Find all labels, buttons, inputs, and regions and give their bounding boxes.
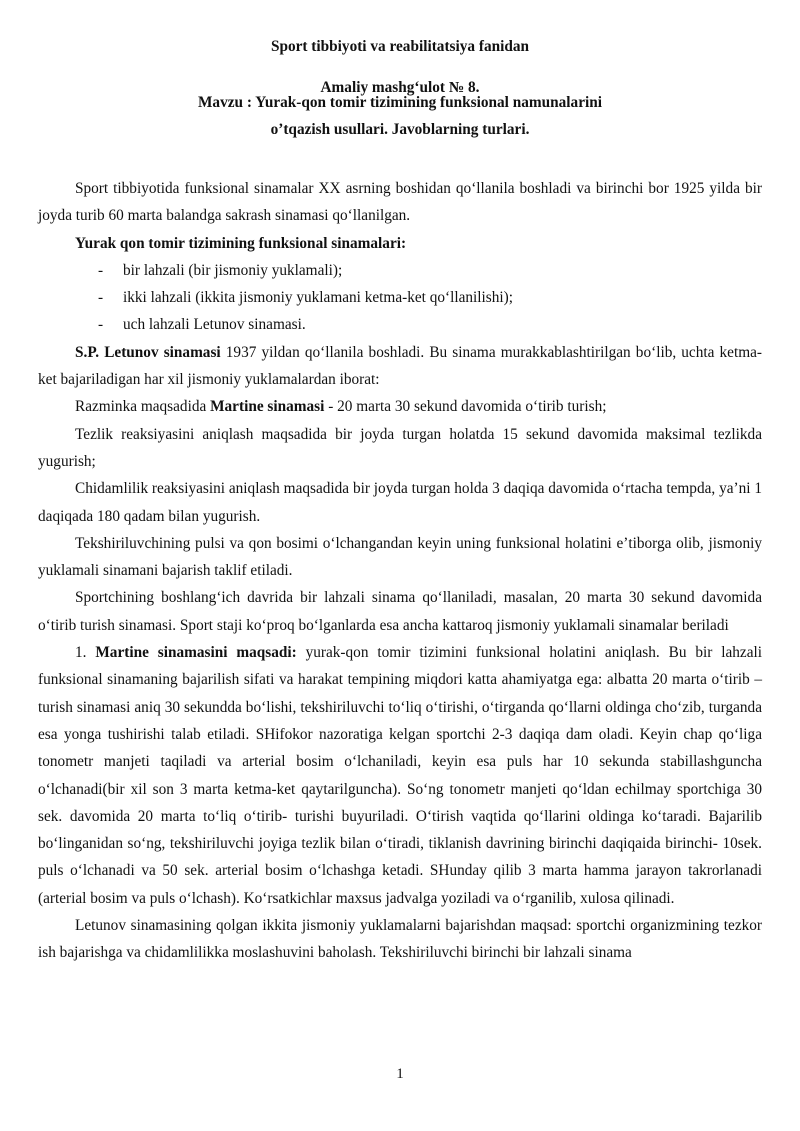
bullet-dash: - — [98, 289, 104, 307]
paragraph-endurance: Chidamlilik reaksiyasini aniqlash maqsadida bir joyda turgan holda 3 daqiqa davomida oʻrtacha tempda, yaʼni 1 daqiqada 180 qadam bilan yugurish. — [38, 480, 762, 525]
bold-term: Martine sinamasi — [210, 398, 325, 416]
paragraph-letunov-goal: Letunov sinamasining qolgan ikkita jismoniy yuklamalarni bajarishdan maqsad: sportchi organizmining tezkor ish bajarishga va chidamlilikka moslashuvini baholash. Tekshiriluvchi birinchi bir lahzali sinama — [38, 917, 762, 962]
paragraph-text: yurak-qon tomir tizimini funksional holatini aniqlash. Bu bir lahzali funksional sinamaning bajarilish sifati va harakat tempining miqdori katta ahamiyatga ega: albatta 20 marta oʻtirib – turish sinamasi aniq 30 sekundda boʻlishi, tekshiriluvchi toʻliq oʻtirishi, oʻtirganda qoʻllarni oldinga choʻzib, turganda esa yonga tushirishi talab etiladi. SHifokor nazoratiga kelgan sportchi 2-3 daqiqa dam oladi. Keyin chap qoʻliga tonometr manjeti taqiladi va arterial bosim oʻlchaniladi, keyin esa puls har 10 sekunda stabillashguncha oʻlchanadi(bir xil son 3 marta ketma-ket qaytarilguncha). Soʻng tonometr manjeti qoʻldan echilmay sportchiga 30 sek. davomida 20 marta toʻliq oʻtirib- turishi buyuriladi. Oʻtirish vaqtida qoʻllarini oldinga koʻtaradi. Bajarilib boʻlinganidan soʻng, tekshiriluvchi joyiga tezlik bilan oʻtiradi, tiklanish davrining birinchi daqiqaida birinchi- 10sek. puls oʻlchanadi va 50 sek. arterial bosim oʻlchashga ketadi. SHunday qilib 3 marta hamma jarayon takrorlanadi (arterial bosim va puls oʻlchash). Koʻrsatkichlar maxsus jadvalga yoziladi va oʻrganilib, xulosa qilinadi. — [38, 644, 762, 907]
list-item — [38, 284, 762, 311]
paragraph-beginner: Sportchining boshlangʻich davrida bir lahzali sinama qoʻllaniladi, masalan, 20 marta 30 sekund davomida oʻtirib turish sinamasi. Sport staji koʻproq boʻlganlarda esa ancha kattaroq jismoniy yuklamali sinamalar beriladi — [38, 589, 762, 634]
topic-line-1: Mavzu : Yurak-qon tomir tizimining funksional namunalarini — [197, 94, 603, 111]
paragraph-text: - 20 marta 30 sekund davomida oʻtirib turish; — [324, 398, 607, 416]
bold-heading: Yurak qon tomir tizimining funksional sinamalari: — [75, 234, 407, 252]
paragraph-martine — [38, 639, 762, 912]
topic-line-2: oʼtqazish usullari. Javoblarning turlari. — [270, 121, 530, 138]
lesson-number: Amaliy mashgʻulot № 8. — [320, 79, 480, 96]
bullet-dash: - — [98, 261, 104, 279]
paragraph-heading — [38, 230, 762, 257]
bullet-dash: - — [98, 316, 104, 334]
list-item-text: ikki lahzali (ikkita jismoniy yuklamani ketma-ket qoʻllanilishi); — [123, 289, 513, 307]
paragraph-intro: Sport tibbiyotida funksional sinamalar XX asrning boshidan qoʻllanila boshladi va birinchi bor 1925 yilda bir joyda turib 60 marta balandga sakrash sinamasi qoʻllanilgan. — [38, 180, 762, 225]
paragraph-text: Razminka maqsadida — [75, 398, 211, 416]
bold-term: S.P. Letunov sinamasi — [75, 343, 221, 361]
paragraph-letunov — [38, 339, 762, 394]
document-subject: Sport tibbiyoti va reabilitatsiya fanidan — [270, 38, 530, 55]
paragraph-text: 1937 yildan qoʻllanila boshladi. Bu sinama murakkablashtirilgan boʻlib, uchta ketma-ket bajariladigan har xil jismoniy yuklamalardan iborat: — [38, 343, 762, 389]
list-item — [38, 311, 762, 338]
list-item-text: uch lahzali Letunov sinamasi. — [123, 316, 306, 334]
list-item — [38, 257, 762, 284]
paragraph-text: 1. — [75, 644, 96, 662]
page-number: 1 — [396, 1066, 404, 1082]
paragraph-pulse: Tekshiriluvchining pulsi va qon bosimi oʻlchangandan keyin uning funksional holatini eʼtiborga olib, jismoniy yuklamali sinamani bajarish taklif etiladi. — [38, 534, 762, 580]
bold-term: Martine sinamasini maqsadi: — [95, 644, 297, 662]
document-body — [38, 175, 762, 967]
list-item-text: bir lahzali (bir jismoniy yuklamali); — [123, 261, 343, 279]
paragraph-speed: Tezlik reaksiyasini aniqlash maqsadida bir joyda turgan holatda 15 sekund davomida maksimal tezlikda yugurish; — [38, 425, 762, 470]
paragraph-warmup — [38, 393, 762, 420]
